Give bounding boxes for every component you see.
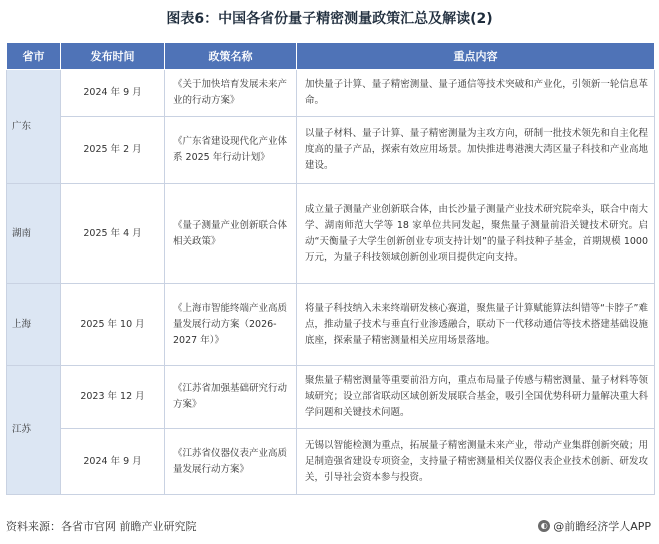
date-cell: 2025 年 2 月 xyxy=(61,117,165,184)
header-date: 发布时间 xyxy=(61,43,165,70)
province-cell: 广东 xyxy=(7,70,61,184)
date-cell: 2023 年 12 月 xyxy=(61,366,165,429)
province-cell: 江苏 xyxy=(7,366,61,495)
policy-cell: 《江苏省加强基础研究行动方案》 xyxy=(165,366,297,429)
table-row xyxy=(7,284,655,366)
brand-credit xyxy=(538,518,651,534)
header-key: 重点内容 xyxy=(297,43,655,70)
province-cell: 上海 xyxy=(7,284,61,366)
header-policy: 政策名称 xyxy=(165,43,297,70)
key-cell: 无锡以智能检测为重点，拓展量子精密测量未来产业，带动产业集群创新突破；用足制造强省建设专项资金，支持量子精密测量相关仪器仪表企业技术创新、研发攻关，引导社会资本参与投资。 xyxy=(297,429,655,495)
table-header-row xyxy=(7,43,655,70)
key-cell: 聚焦量子精密测量等重要前沿方向，重点布局量子传感与精密测量、量子材料等领域研究；设立部省联动区域创新发展联合基金，吸引全国优势科研力量解决重大科学问题和关键技术问题。 xyxy=(297,366,655,429)
policy-cell: 《江苏省仪器仪表产业高质量发展行动方案》 xyxy=(165,429,297,495)
source-note: 资料来源：各省市官网 前瞻产业研究院 xyxy=(6,520,197,533)
table-row xyxy=(7,184,655,284)
policy-cell: 《广东省建设现代化产业体系 2025 年行动计划》 xyxy=(165,117,297,184)
date-cell: 2024 年 9 月 xyxy=(61,70,165,117)
table-row xyxy=(7,70,655,117)
chart-title: 图表6：中国各省份量子精密测量政策汇总及解读(2) xyxy=(166,11,493,27)
province-cell: 湖南 xyxy=(7,184,61,284)
brand-label: @前瞻经济学人APP xyxy=(553,520,651,533)
key-cell: 将量子科技纳入未来终端研发核心赛道，聚焦量子计算赋能算法纠错等“卡脖子”难点，推动量子技术与垂直行业渗透融合，联动下一代移动通信等技术搭建基础设施底座，探索量子精密测量相关应用场景落地。 xyxy=(297,284,655,366)
date-cell: 2024 年 9 月 xyxy=(61,429,165,495)
table-row xyxy=(7,366,655,429)
date-cell: 2025 年 10 月 xyxy=(61,284,165,366)
key-cell: 成立量子测量产业创新联合体，由长沙量子测量产业技术研究院牵头，联合中南大学、湖南师范大学等 18 家单位共同发起，聚焦量子测量前沿关键技术研究。启动“天衡量子大学生创新创业专项支持计划”的量子科技种子基金，首期规模 1000 万元，为量子科技领域创新创业项目提供定向支持。 xyxy=(297,184,655,284)
table-row xyxy=(7,117,655,184)
date-cell: 2025 年 4 月 xyxy=(61,184,165,284)
key-cell: 加快量子计算、量子精密测量、量子通信等技术突破和产业化，引领新一轮信息革命。 xyxy=(297,70,655,117)
policy-cell: 《关于加快培育发展未来产业的行动方案》 xyxy=(165,70,297,117)
policy-cell: 《上海市智能终端产业高质量发展行动方案（2026-2027 年）》 xyxy=(165,284,297,366)
key-cell: 以量子材料、量子计算、量子精密测量为主攻方向，研制一批技术领先和自主化程度高的量子产品，探索有效应用场景。加快推进粤港澳大湾区量子科技和产业高地建设。 xyxy=(297,117,655,184)
header-province: 省市 xyxy=(7,43,61,70)
brand-logo-icon: ◐ xyxy=(538,520,550,532)
policy-cell: 《量子测量产业创新联合体相关政策》 xyxy=(165,184,297,284)
table-row xyxy=(7,429,655,495)
policy-table xyxy=(6,42,655,495)
